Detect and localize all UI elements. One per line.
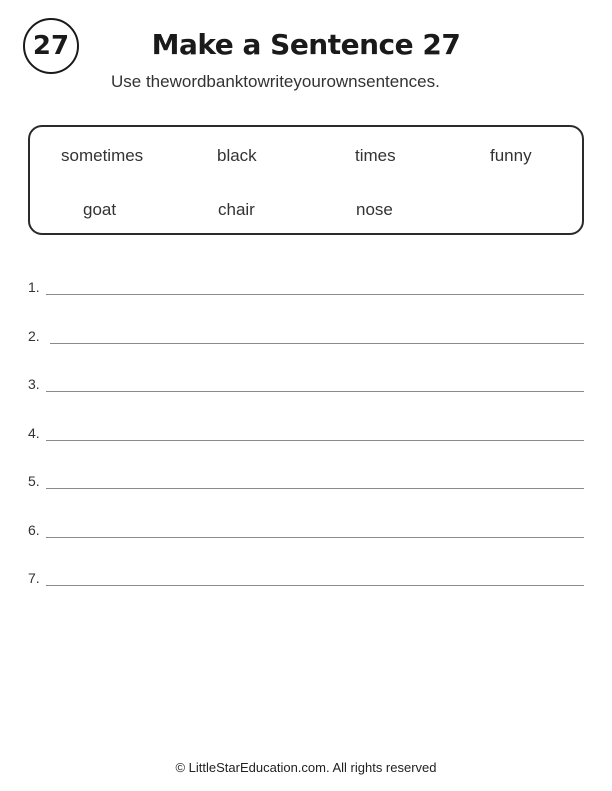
line-number: 3. bbox=[28, 376, 40, 392]
word-bank-item: funny bbox=[490, 146, 532, 165]
writing-line[interactable] bbox=[28, 367, 584, 397]
instructions-text: Use thewordbanktowriteyourownsentences. bbox=[111, 72, 440, 91]
line-number: 5. bbox=[28, 473, 40, 489]
writing-line[interactable] bbox=[28, 270, 584, 300]
line-rule bbox=[46, 391, 584, 392]
word-bank-item: sometimes bbox=[61, 146, 144, 165]
line-number: 4. bbox=[28, 425, 40, 441]
word-bank-item: goat bbox=[83, 200, 117, 219]
writing-line[interactable] bbox=[28, 416, 584, 446]
line-number: 6. bbox=[28, 522, 40, 538]
line-rule bbox=[46, 488, 584, 489]
worksheet-number-badge: 27 bbox=[23, 18, 79, 74]
word-bank-item: chair bbox=[218, 200, 255, 219]
copyright-footer: © LittleStarEducation.com. All rights reserved bbox=[175, 760, 437, 775]
word-bank bbox=[28, 125, 584, 235]
line-number: 2. bbox=[28, 328, 40, 344]
line-number: 7. bbox=[28, 570, 40, 586]
word-bank-item: black bbox=[217, 146, 257, 165]
line-rule bbox=[50, 343, 584, 344]
line-rule bbox=[46, 585, 584, 586]
line-rule bbox=[46, 440, 584, 441]
word-bank-item: nose bbox=[356, 200, 393, 219]
writing-line[interactable] bbox=[28, 464, 584, 494]
line-rule bbox=[46, 294, 584, 295]
writing-line[interactable] bbox=[28, 319, 584, 349]
line-rule bbox=[46, 537, 584, 538]
line-number: 1. bbox=[28, 279, 40, 295]
page-title: Make a Sentence 27 bbox=[151, 28, 461, 61]
writing-line[interactable] bbox=[28, 513, 584, 543]
writing-line[interactable] bbox=[28, 561, 584, 591]
word-bank-item: times bbox=[355, 146, 396, 165]
